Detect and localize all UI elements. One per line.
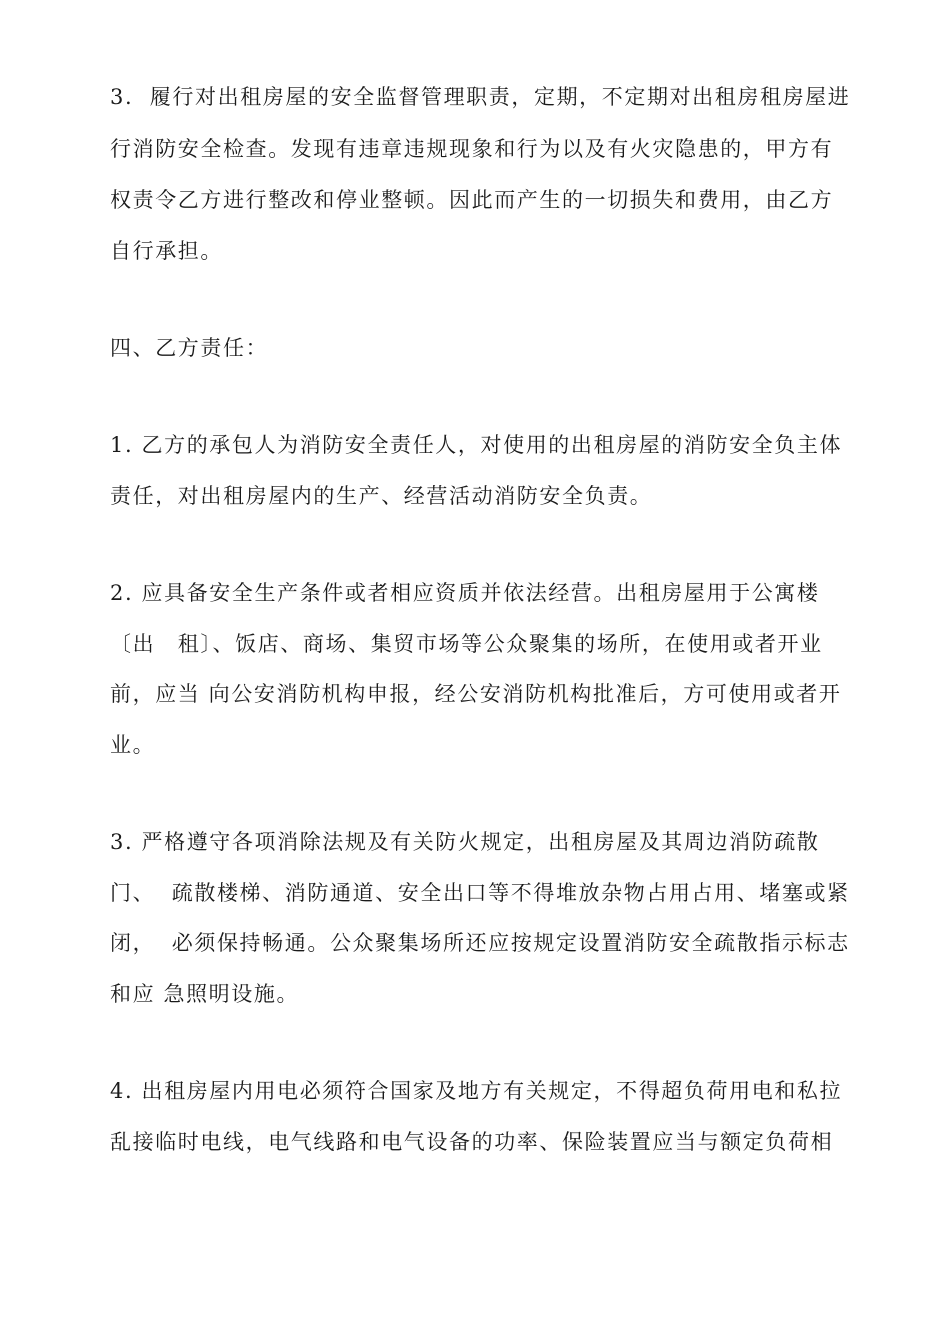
item-3-line-3: 权责令乙方进行整改和停业整顿。因此而产生的一切损失和费用，由乙方: [110, 188, 834, 212]
clause-1-line-1: 1. 乙方的承包人为消防安全责任人，对使用的出租房屋的消防安全负主体: [110, 433, 843, 457]
item-3-line-2: 行消防安全检查。发现有违章违规现象和行为以及有火灾隐患的，甲方有: [110, 137, 834, 161]
clause-4-line-2: 乱接临时电线，电气线路和电气设备的功率、保险装置应当与额定负荷相: [110, 1130, 834, 1154]
clause-2-line-2: 〔出 租〕、饭店、商场、集贸市场等公众聚集的场所，在使用或者开业: [110, 632, 823, 656]
clause-2-line-4: 业。: [110, 733, 156, 757]
clause-4-line-1: 4. 出租房屋内用电必须符合国家及地方有关规定，不得超负荷用电和私拉: [110, 1079, 843, 1103]
item-3-line-4: 自行承担。: [110, 239, 223, 263]
clause-1-line-2: 责任，对出租房屋内的生产、经营活动消防安全负责。: [110, 484, 653, 508]
clause-3-line-1: 3. 严格遵守各项消除法规及有关防火规定，出租房屋及其周边消防疏散: [110, 830, 820, 854]
clause-2-line-1: 2. 应具备安全生产条件或者相应资质并依法经营。出租房屋用于公寓楼: [110, 581, 820, 605]
clause-3-line-2: 门、 疏散楼梯、消防通道、安全出口等不得堆放杂物占用占用、堵塞或紧: [110, 881, 850, 905]
section-heading: 四、乙方责任：: [110, 336, 269, 360]
clause-3-line-4: 和应 急照明设施。: [110, 982, 300, 1006]
item-3-line-1: 3. 履行对出租房屋的安全监督管理职责，定期，不定期对出租房租房屋进: [110, 85, 851, 109]
clause-2-line-3: 前，应当 向公安消防机构申报，经公安消防机构批准后，方可使用或者开: [110, 682, 842, 706]
clause-3-line-3: 闭， 必须保持畅通。公众聚集场所还应按规定设置消防安全疏散指示标志: [110, 931, 850, 955]
